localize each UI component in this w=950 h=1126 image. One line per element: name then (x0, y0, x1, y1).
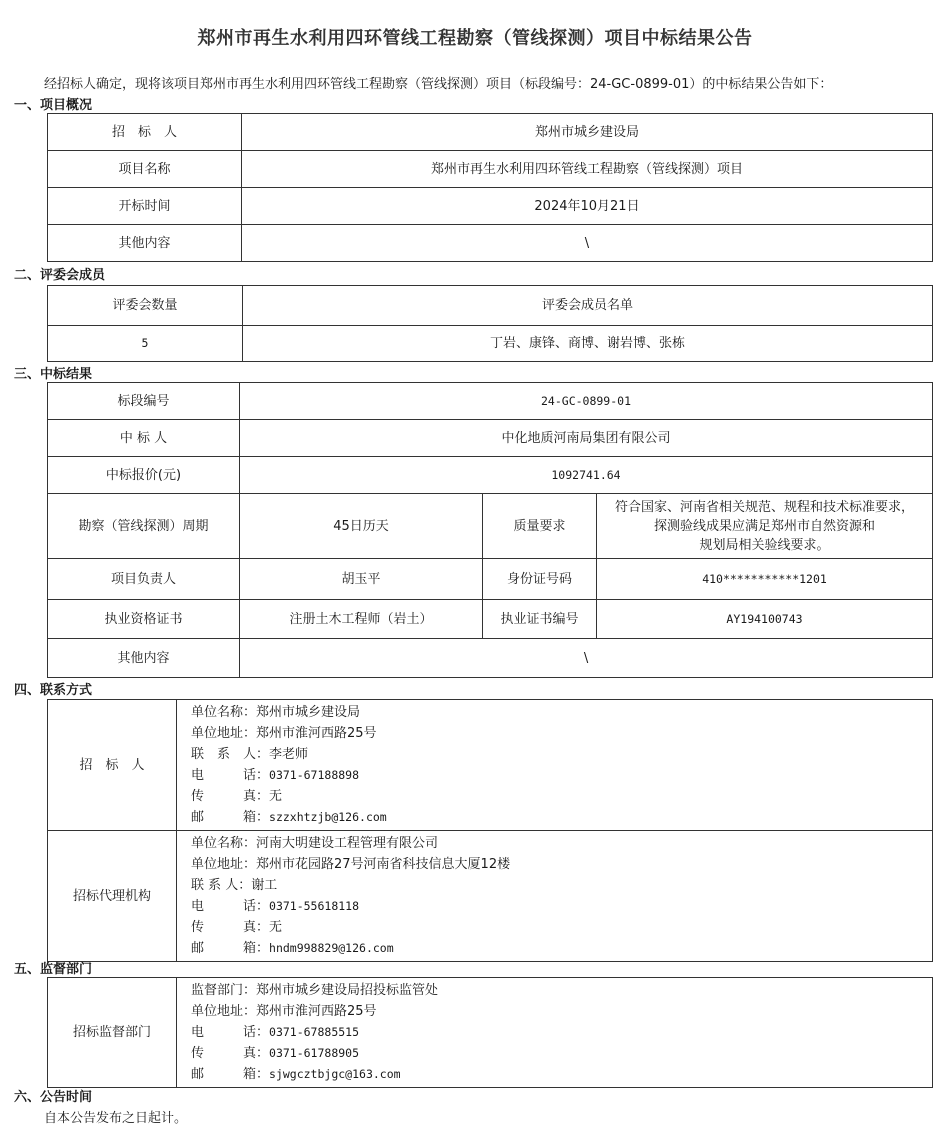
supervision-table (47, 977, 933, 1088)
overview-other-label: 其他内容 (48, 225, 242, 262)
contact-line: 电 话：0371-67188898 (191, 768, 360, 783)
contact-line: 监督部门：郑州市城乡建设局招投标监管处 (191, 983, 439, 998)
contact-table (47, 699, 933, 962)
contact-line: 联 系 人：谢工 (191, 878, 278, 893)
email-link: hndm998829@126.com (269, 941, 394, 955)
contact-line: 单位名称：郑州市城乡建设局 (191, 705, 361, 720)
cert-no-value: AY194100743 (597, 600, 933, 639)
section-heading-time: 六、公告时间 (14, 1090, 93, 1105)
contact-line: 传 真：0371-61788905 (191, 1046, 360, 1061)
contact-agency-details (177, 831, 933, 962)
price-label: 中标报价(元) (48, 457, 240, 494)
supervision-details (177, 978, 933, 1088)
result-other-label: 其他内容 (48, 639, 240, 678)
quality-line-1: 符合国家、河南省相关规范、规程和技术标准要求， (615, 499, 915, 515)
section-heading-contact: 四、联系方式 (14, 683, 93, 698)
quality-value (597, 494, 933, 559)
open-time-value: 2024年10月21日 (242, 188, 933, 225)
contact-line: 电 话：0371-55618118 (191, 899, 360, 914)
period-value: 45日历天 (240, 494, 483, 559)
email-link: szzxhtzjb@126.com (269, 810, 387, 824)
committee-members-label: 评委会成员名单 (243, 286, 933, 326)
email-link: sjwgcztbjgc@163.com (269, 1067, 401, 1081)
cert-no-label: 执业证书编号 (483, 600, 597, 639)
page-title: 郑州市再生水利用四环管线工程勘察（管线探测）项目中标结果公告 (197, 28, 753, 49)
lot-no-value: 24-GC-0899-01 (240, 383, 933, 420)
contact-line: 邮 箱：szzxhtzjb@126.com (191, 810, 387, 825)
contact-line: 邮 箱：hndm998829@126.com (191, 941, 394, 956)
contact-line: 传 真：无 (191, 920, 283, 935)
contact-tenderer-details (177, 700, 933, 831)
project-name-value: 郑州市再生水利用四环管线工程勘察（管线探测）项目 (242, 151, 933, 188)
committee-members-value: 丁岩、康锋、商博、谢岩博、张栋 (243, 326, 933, 362)
manager-label: 项目负责人 (48, 559, 240, 600)
quality-label: 质量要求 (483, 494, 597, 559)
contact-tenderer-label: 招 标 人 (48, 700, 177, 831)
contact-line: 邮 箱：sjwgcztbjgc@163.com (191, 1067, 401, 1082)
winner-value: 中化地质河南局集团有限公司 (240, 420, 933, 457)
period-label: 勘察（管线探测）周期 (48, 494, 240, 559)
quality-line-2: 探测验线成果应满足郑州市自然资源和 (654, 518, 876, 534)
contact-line: 单位名称：河南大明建设工程管理有限公司 (191, 836, 439, 851)
id-label: 身份证号码 (483, 559, 597, 600)
project-name-label: 项目名称 (48, 151, 242, 188)
result-other-value: \ (240, 639, 933, 678)
winner-label: 中 标 人 (48, 420, 240, 457)
section-heading-result: 三、中标结果 (14, 367, 93, 382)
contact-line: 传 真：无 (191, 789, 283, 804)
contact-line: 单位地址：郑州市淮河西路25号 (191, 1004, 377, 1019)
section-heading-committee: 二、评委会成员 (14, 268, 106, 283)
manager-value: 胡玉平 (240, 559, 483, 600)
committee-count-value: 5 (48, 326, 243, 362)
intro-text: 经招标人确定，现将该项目郑州市再生水利用四环管线工程勘察（管线探测）项目（标段编号：24-GC-0899-01）的中标结果公告如下： (44, 77, 833, 92)
tenderer-label: 招 标 人 (48, 114, 242, 151)
contact-line: 电 话：0371-67885515 (191, 1025, 360, 1040)
supervision-label: 招标监督部门 (48, 978, 177, 1088)
lot-no-label: 标段编号 (48, 383, 240, 420)
id-value: 410***********1201 (597, 559, 933, 600)
overview-table (47, 113, 933, 262)
contact-line: 联 系 人：李老师 (191, 747, 309, 762)
cert-value: 注册土木工程师（岩土） (240, 600, 483, 639)
contact-line: 单位地址：郑州市花园路27号河南省科技信息大厦12楼 (191, 857, 511, 872)
section-heading-supervision: 五、监督部门 (14, 962, 93, 977)
announcement-time-text: 自本公告发布之日起计。 (44, 1111, 188, 1126)
committee-count-label: 评委会数量 (48, 286, 243, 326)
quality-line-3: 规划局相关验线要求。 (699, 537, 830, 553)
overview-other-value: \ (242, 225, 933, 262)
open-time-label: 开标时间 (48, 188, 242, 225)
price-value: 1092741.64 (240, 457, 933, 494)
committee-table (47, 285, 933, 362)
cert-label: 执业资格证书 (48, 600, 240, 639)
section-heading-overview: 一、项目概况 (14, 98, 93, 113)
contact-agency-label: 招标代理机构 (48, 831, 177, 962)
result-table (47, 382, 933, 678)
tenderer-value: 郑州市城乡建设局 (242, 114, 933, 151)
contact-line: 单位地址：郑州市淮河西路25号 (191, 726, 377, 741)
